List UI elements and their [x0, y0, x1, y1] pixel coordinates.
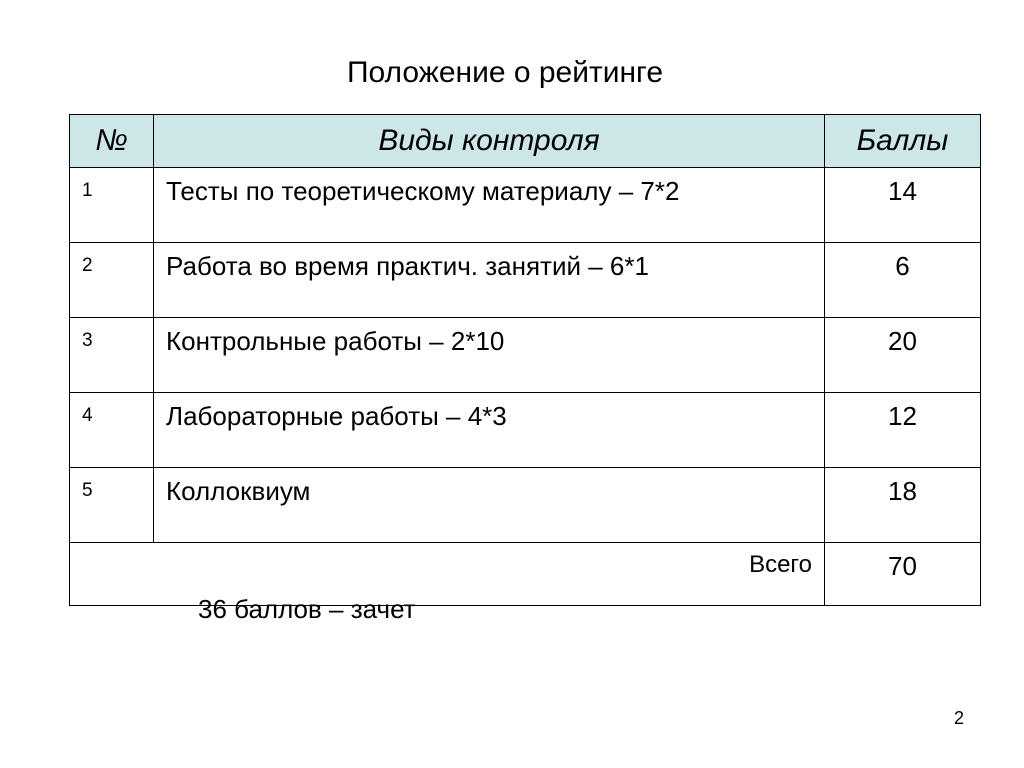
row-points: 14 [825, 168, 981, 243]
table-row [70, 168, 981, 243]
row-number: 3 [70, 318, 154, 393]
row-control-type: Лабораторные работы – 4*3 [154, 393, 825, 468]
table-row [70, 468, 981, 543]
row-number: 4 [70, 393, 154, 468]
row-number: 1 [70, 168, 154, 243]
rating-table [69, 114, 981, 606]
page-title: Положение о рейтинге [346, 56, 664, 89]
header-points: Баллы [825, 115, 981, 168]
header-number: № [70, 115, 154, 168]
row-points: 6 [825, 243, 981, 318]
row-number: 5 [70, 468, 154, 543]
total-value: 70 [825, 543, 981, 606]
page-number: 2 [953, 708, 964, 728]
row-number: 2 [70, 243, 154, 318]
row-points: 18 [825, 468, 981, 543]
header-control-type: Виды контроля [154, 115, 825, 168]
row-control-type: Коллоквиум [154, 468, 825, 543]
row-control-type: Тесты по теоретическому материалу – 7*2 [154, 168, 825, 243]
row-points: 20 [825, 318, 981, 393]
row-control-type: Работа во время практич. занятий – 6*1 [154, 243, 825, 318]
table-header-row [70, 115, 981, 168]
row-control-type: Контрольные работы – 2*10 [154, 318, 825, 393]
table-row [70, 393, 981, 468]
pass-threshold-note: 36 баллов – зачет [198, 594, 416, 624]
total-label: Всего [70, 543, 825, 606]
table-row [70, 318, 981, 393]
table-row [70, 243, 981, 318]
row-points: 12 [825, 393, 981, 468]
